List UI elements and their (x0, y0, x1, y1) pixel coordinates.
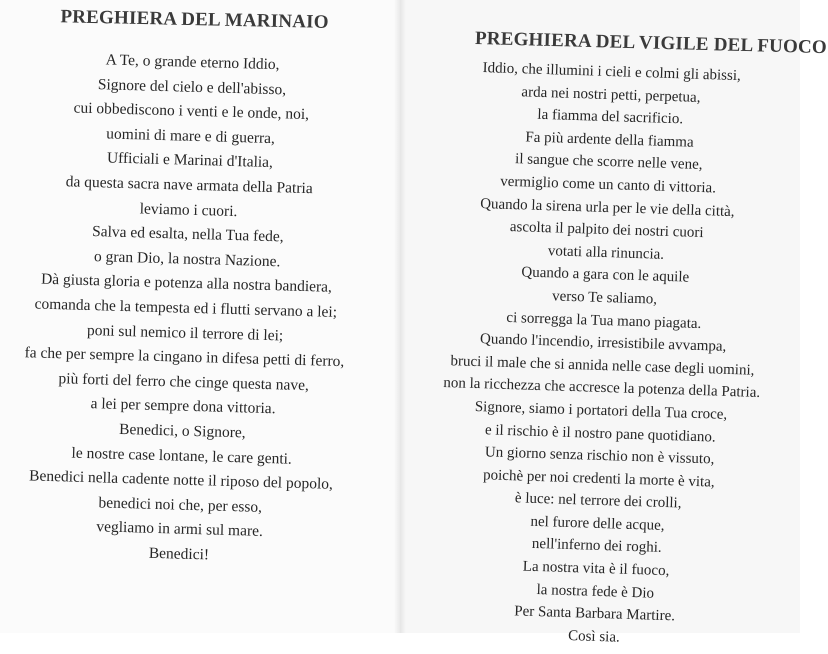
verse-line: Quando l'incendio, irresistibile avvampa, (479, 331, 727, 355)
verse-line: arda nei nostri petti, perpetua, (521, 83, 701, 106)
verse-line: ci sorregga la Tua mano piagata. (506, 309, 702, 332)
left-page (0, 0, 400, 633)
verse-line: La nostra vita è il fuoco, (522, 558, 670, 580)
verse-line: Quando la sirena urla per le vie della città, (479, 195, 735, 220)
verse-line: vermiglio come un canto di vittoria. (500, 173, 717, 197)
verse-line: Benedici nella cadente notte il riposo del popolo, (28, 467, 334, 493)
verse-line: il sangue che scorre nelle vene, (514, 151, 703, 174)
verse-line: a lei per sempre dona vittoria. (90, 395, 276, 418)
verse-line: Salva ed esalta, nella Tua fede, (91, 223, 284, 246)
verse-line: Un giorno senza rischio non è vissuto, (484, 444, 715, 468)
verse-line: non la ricchezza che accresce la potenza della Patria. (443, 375, 761, 402)
right-prayer-title: PREGHIERA DEL VIGILE DEL FUOCO (474, 27, 828, 59)
verse-line: da questa sacra nave armata della Patria (65, 173, 313, 198)
verse-line: nell'inferno dei roghi. (531, 536, 662, 557)
verse-line: più forti del ferro che cinge questa nave, (58, 369, 310, 394)
verse-line: ascolta il palpito dei nostri cuori (509, 219, 704, 242)
verse-line: Così sia. (567, 627, 621, 646)
verse-line: è luce: nel terrore dei crolli, (514, 490, 682, 512)
verse-line: poichè per noi credenti la morte è vita, (482, 466, 715, 491)
verse-line: la nostra fede è Dio (536, 581, 655, 602)
left-prayer-title: PREGHIERA DEL MARINAIO (60, 6, 329, 33)
verse-line: o gran Dio, la nostra Nazione. (93, 247, 281, 271)
verse-line: votati alla rinuncia. (547, 242, 665, 263)
verse-line: Quando a gara con le aquile (521, 264, 690, 286)
verse-line: la fiamma del sacrificio. (537, 106, 684, 128)
verse-line: Benedici, o Signore, (118, 420, 246, 442)
verse-line: Ufficiali e Marinai d'Italia, (106, 149, 274, 172)
verse-line: Per Santa Barbara Martire. (514, 603, 676, 625)
verse-line: verso Te saliamo, (551, 288, 658, 308)
verse-line: Iddio, che illumini i cieli e colmi gli abissi, (482, 60, 741, 85)
verse-line: vegliamo in armi sul mare. (96, 518, 264, 541)
verse-line: poni sul nemico il terrore di lei; (86, 321, 284, 344)
verse-line: Dà giusta gloria e potenza alla nostra bandiera, (40, 270, 333, 297)
verse-line: Signore del cielo e dell'abisso, (97, 75, 287, 99)
verse-line: Fa più ardente della fiamma (525, 129, 694, 151)
verse-line: leviamo i cuori. (139, 199, 238, 220)
verse-line: e il rischio è il nostro pane quotidiano. (484, 421, 716, 446)
right-prayer-verses (382, 54, 800, 654)
left-prayer-verses (0, 45, 400, 572)
verse-line: uomini di mare e di guerra, (106, 125, 276, 147)
verse-line: Benedici! (148, 544, 210, 564)
verse-line: nel furore delle acque, (530, 513, 665, 534)
verse-line: fa che per sempre la cingano in difesa petti di ferro, (24, 344, 345, 371)
verse-line: comanda che la tempesta ed i flutti servano a lei; (34, 295, 338, 321)
verse-line: bruci il male che si annida nelle case degli uomini, (450, 352, 755, 379)
verse-line: le nostre case lontane, le care genti. (71, 444, 293, 468)
verse-line: Signore, siamo i portatori della Tua croce, (474, 398, 728, 423)
right-page (400, 0, 828, 646)
verse-line: A Te, o grande eterno Iddio, (105, 51, 280, 74)
book-gutter (394, 0, 406, 633)
verse-line: cui obbediscono i venti e le onde, noi, (73, 99, 310, 124)
verse-line: benedici noi che, per esso, (98, 494, 263, 516)
